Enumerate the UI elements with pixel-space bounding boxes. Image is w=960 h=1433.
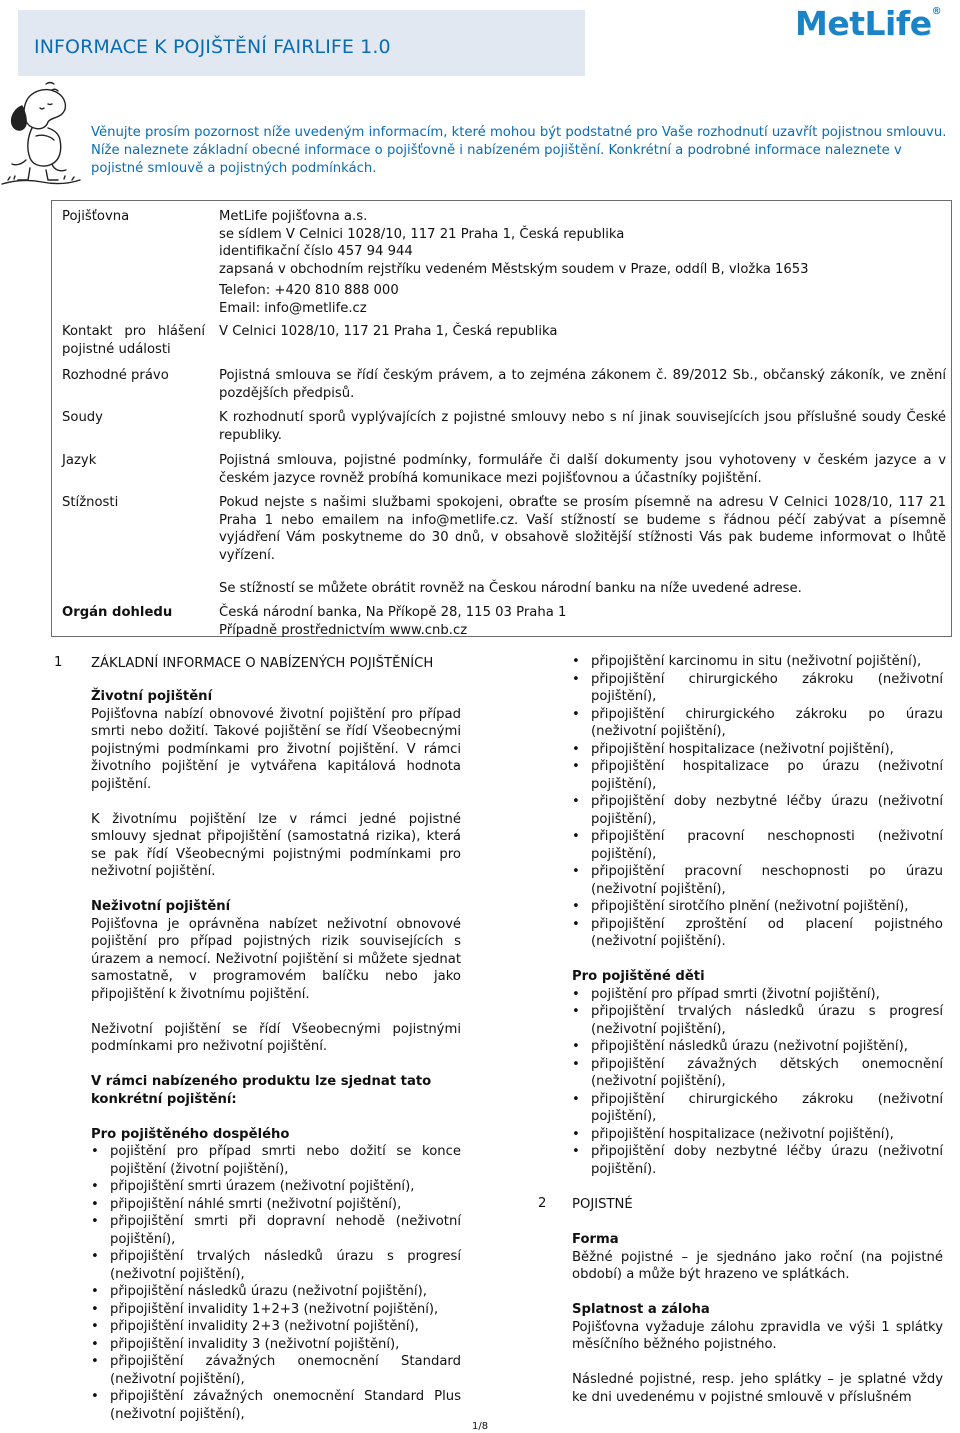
insurer-label: Pojišťovna [62,209,130,224]
insurer-contacts [219,282,946,317]
page-number: 1/8 [472,1421,489,1432]
insurer-line: identifikační číslo 457 94 944 [219,244,413,259]
subheading: Forma [572,1232,619,1247]
adult-list [91,1143,461,1423]
supervisor-label: Orgán dohledu [62,605,173,620]
list-item: • připojištění invalidity 1+2+3 (neživotní pojištění), [91,1301,461,1319]
list-item: • připojištění náhlé smrti (neživotní pojištění), [91,1196,461,1214]
list-item: • připojištění doby nezbytné léčby úrazu (neživotní pojištění), [572,793,943,828]
paragraph: Pojišťovna je oprávněna nabízet neživotní obnovové pojištění pro případ pojistných rizik souvisejících s úrazem a nemocí. Neživotní pojištění si můžete sjednat samostatně, v programovém balíčku nebo jako připojištění k životnímu pojištění. [91,916,461,1002]
list-item: • připojištění smrti úrazem (neživotní pojištění), [91,1178,461,1196]
law-label: Rozhodné právo [62,368,169,383]
list-item: • připojištění pracovní neschopnosti po úrazu (neživotní pojištění), [572,863,943,898]
section2-body [572,1231,943,1406]
list-item: • připojištění sirotčího plnění (neživotní pojištění), [572,898,943,916]
list-item: • připojištění smrti při dopravní nehodě (neživotní pojištění), [91,1213,461,1248]
intro-text [91,124,953,177]
intro-paragraph: Věnujte prosím pozornost níže uvedeným informacím, které mohou být podstatné pro Vaše rozhodnutí uzavřít pojistnou smlouvu. [91,125,947,140]
subheading: Pro pojištěného dospělého [91,1126,290,1142]
list-item: • pojištění pro případ smrti nebo dožití se konce pojištění (životní pojištění), [91,1143,461,1178]
paragraph: Pojišťovna nabízí obnovové životní pojištění pro případ smrti nebo dožití. Takové pojištění se řídí Všeobecnými pojistnými podmínkami pro životní pojištění. V rámci životního pojištění je vytvářena kapitálová hodnota pojištění. [91,706,461,792]
courts-value: K rozhodnutí sporů vyplývajících z pojistné smlouvy nebo s ní jinak souvisejících jsou příslušné soudy České republiky. [219,410,946,443]
paragraph: K životnímu pojištění lze v rámci jedné pojistné smlouvy sjednat připojištění (samostatná rizika), která se pak řídí Všeobecnými pojistnými podmínkami pro neživotní pojištění. [91,811,461,879]
page-title: INFORMACE K POJIŠTĚNÍ FAIRLIFE 1.0 [34,36,391,58]
list-item: • připojištění trvalých následků úrazu s progresí (neživotní pojištění), [572,1003,943,1038]
list-item: • připojištění pracovní neschopnosti (neživotní pojištění), [572,828,943,863]
contact-label: Kontakt pro hlášení pojistné události [62,324,205,357]
left-column [91,688,461,1423]
right-column [572,653,943,1178]
snoopy-illustration [0,78,82,190]
list-item: • připojištění hospitalizace po úrazu (neživotní pojištění), [572,758,943,793]
insurer-line: se sídlem V Celnici 1028/10, 117 21 Praha 1, Česká republika [219,226,625,242]
list-item: • připojištění doby nezbytné léčby úrazu (neživotní pojištění). [572,1143,943,1178]
section-number: 1 [54,655,63,670]
supervisor-value [219,604,946,639]
section-title: ZÁKLADNÍ INFORMACE O NABÍZENÝCH POJIŠTĚNÍCH [91,656,434,671]
list-item: • připojištění chirurgického zákroku po úrazu (neživotní pojištění), [572,706,943,741]
list-item: • připojištění závažných dětských onemocnění (neživotní pojištění), [572,1056,943,1091]
paragraph: Neživotní pojištění se řídí Všeobecnými pojistnými podmínkami pro neživotní pojištění. [91,1021,461,1054]
list-item: • pojištění pro případ smrti (životní pojištění), [572,986,943,1004]
list-item: • připojištění hospitalizace (neživotní pojištění), [572,1126,943,1144]
paragraph: Pojišťovna vyžaduje zálohu zpravidla ve výši 1 splátky měsíčního běžného pojistného. [572,1319,943,1352]
contact-value: V Celnici 1028/10, 117 21 Praha 1, Česká republika [219,324,558,339]
supervisor-line: Česká národní banka, Na Příkopě 28, 115 03 Praha 1 [219,605,567,620]
list-item: • připojištění chirurgického zákroku (neživotní pojištění), [572,1091,943,1126]
list-item: • připojištění závažných onemocnění Standard (neživotní pojištění), [91,1353,461,1388]
insurer-line: MetLife pojišťovna a.s. [219,209,368,224]
list-item: • připojištění karcinomu in situ (neživotní pojištění), [572,653,943,671]
paragraph: Následné pojistné, resp. jeho splátky – je splatné vždy ke dni uvedenému v pojistné smlouvě v příslušném [572,1372,943,1405]
insurer-line: zapsaná v obchodním rejstříku vedeném Městským soudem v Praze, oddíl B, vložka 1653 [219,261,809,277]
insurer-details [219,208,946,278]
complaints-label: Stížnosti [62,495,119,510]
child-list [572,986,943,1179]
subheading: Splatnost a záloha [572,1302,710,1317]
list-item: • připojištění invalidity 2+3 (neživotní pojištění), [91,1318,461,1336]
subheading: Životní pojištění [91,689,213,704]
language-label: Jazyk [62,453,97,468]
subheading: V rámci nabízeného produktu lze sjednat tato konkrétní pojištění: [91,1074,432,1107]
language-value: Pojistná smlouva, pojistné podmínky, formuláře či další dokumenty jsou vyhotoveny v českém jazyce a v českém jazyce rovněž probíhá komunikace mezi pojišťovnou a účastníky pojištění. [219,453,946,486]
list-item: • připojištění chirurgického zákroku (neživotní pojištění), [572,671,943,706]
registered-mark: ® [931,6,942,17]
metlife-logo [795,4,941,43]
paragraph: Běžné pojistné – je sjednáno jako roční (na pojistné období) a může být hrazeno ve splátkách. [572,1249,943,1282]
email-text: Email: info@metlife.cz [219,300,367,316]
subheading: Neživotní pojištění [91,899,231,914]
list-item: • připojištění hospitalizace (neživotní pojištění), [572,741,943,759]
intro-paragraph: Níže naleznete základní obecné informace o pojišťovně i nabízeném pojištění. Konkrétní a podrobné informace naleznete v pojistné smlouvě a pojistných podmínkách. [91,142,902,176]
supervisor-line: Případně prostřednictvím www.cnb.cz [219,622,468,638]
list-item: • připojištění závažných onemocnění Standard Plus (neživotní pojištění), [91,1388,461,1423]
list-item: • připojištění trvalých následků úrazu s progresí (neživotní pojištění), [91,1248,461,1283]
complaints-cnb-note: Se stížností se můžete obrátit rovněž na Českou národní banku na níže uvedené adrese. [219,581,802,596]
law-value: Pojistná smlouva se řídí českým právem, a to zejména zákonem č. 89/2012 Sb., občanský zákoník, ve znění pozdějších předpisů. [219,368,946,401]
subheading: Pro pojištěné děti [572,969,705,984]
list-item: • připojištění následků úrazu (neživotní pojištění), [91,1283,461,1301]
section-title: POJISTNÉ [572,1197,633,1212]
logo-text: MetLife [795,4,932,43]
section-number: 2 [538,1196,547,1211]
complaints-value: Pokud nejste s našimi službami spokojeni, obraťte se prosím písemně na adresu V Celnici 1028/10, 117 21 Praha 1 nebo emailem na info@metlife.cz. Vaší stížností se budeme s řádnou péčí zabývat a písemně vyjádření Vám poskytneme do 30 dnů, v obsahově složitější stížnosti Vás pak budeme informovat o lhůtě vyřízení. [219,495,946,563]
list-item: • připojištění invalidity 3 (neživotní pojištění), [91,1336,461,1354]
phone-text: Telefon: +420 810 888 000 [219,283,399,298]
adult-list-continued [572,653,943,951]
courts-label: Soudy [62,410,103,425]
list-item: • připojištění následků úrazu (neživotní pojištění), [572,1038,943,1056]
list-item: • připojištění zproštění od placení pojistného (neživotní pojištění). [572,916,943,951]
